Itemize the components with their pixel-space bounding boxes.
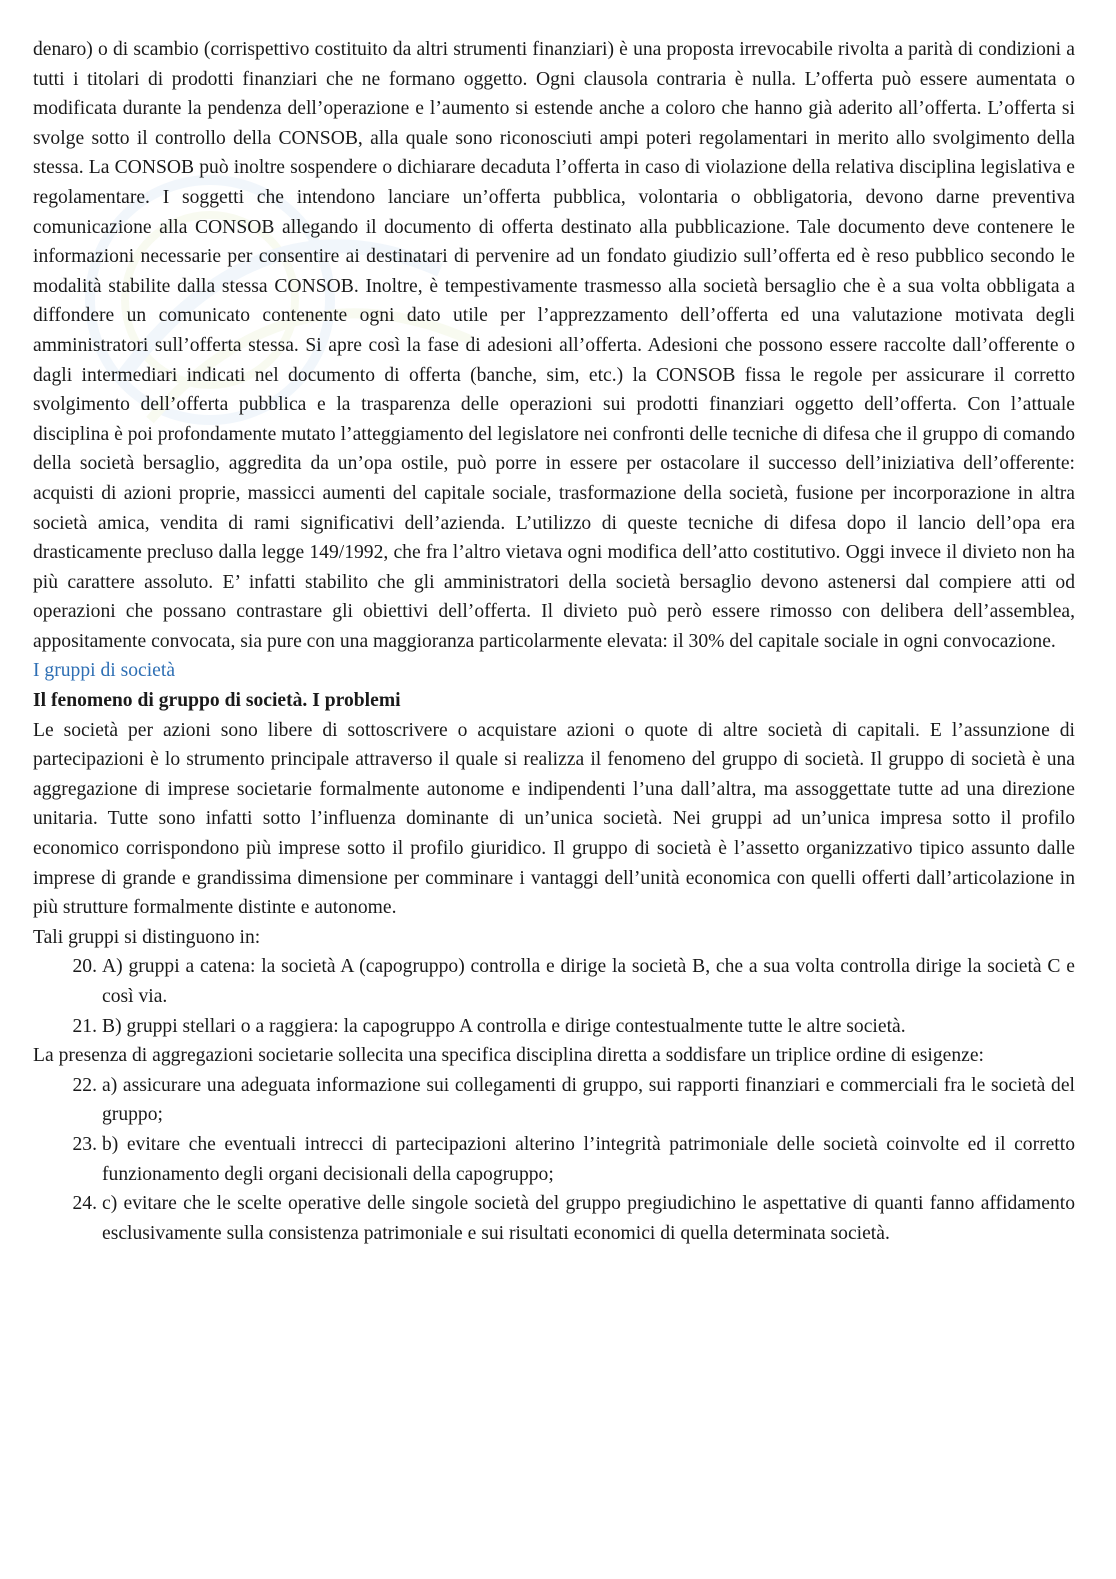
list-item-number: 22. xyxy=(72,1074,97,1096)
group-types-list xyxy=(33,952,1075,1041)
list-item-number: 24. xyxy=(72,1193,97,1215)
document-page xyxy=(33,35,1075,1248)
list-item xyxy=(33,1130,1075,1189)
list-item-text: A) gruppi a catena: la società A (capogruppo) controlla e dirige la società B, che a sua volta controlla dirige la società C e così via. xyxy=(102,956,1075,1007)
list-intro: La presenza di aggregazioni societarie sollecita una specifica disciplina diretta a soddisfare un triplice ordine di esigenze: xyxy=(33,1045,984,1067)
list-item-text: c) evitare che le scelte operative delle singole società del gruppo pregiudichino le aspettative di quanti fanno affidamento esclusivamente sulla consistenza patrimoniale e sui risultati economici di quella determinata società. xyxy=(102,1193,1075,1244)
section-paragraph: Le società per azioni sono libere di sottoscrivere o acquistare azioni o quote di altre società di capitali. E l’assunzione di partecipazioni è lo strumento principale attraverso il quale si realizza il fenomeno del gruppo di società. Il gruppo di società è una aggregazione di imprese societarie formalmente autonome e indipendenti l’una dall’altra, ma assoggettate tutte ad una direzione unitaria. Tutte sono infatti sotto l’influenza dominante di un’unica società. Nei gruppi ad un’unica impresa sotto il profilo economico corrispondono più imprese sotto il profilo giuridico. Il gruppo di società è l’assetto organizzativo tipico assunto dalle imprese di grande e grandissima dimensione per comminare i vantaggi dell’unità economica con quelli offerti dall’articolazione in più strutture formalmente distinte e autonome. xyxy=(33,719,1075,919)
list-item xyxy=(33,952,1075,1011)
intro-paragraph: denaro) o di scambio (corrispettivo costituito da altri strumenti finanziari) è una proposta irrevocabile rivolta a parità di condizioni a tutti i titolari di prodotti finanziari che ne formano oggetto. Ogni clausola contraria è nulla. L’offerta può essere aumentata o modificata durante la pendenza dell’operazione e l’aumento si estende anche a coloro che hanno già aderito all’offerta. L’offerta si svolge sotto il controllo della CONSOB, alla quale sono riconosciuti ampi poteri regolamentari in merito allo svolgimento della stessa. La CONSOB può inoltre sospendere o dichiarare decaduta l’offerta in caso di violazione della relativa disciplina legislativa e regolamentare. I soggetti che intendono lanciare un’offerta pubblica, volontaria o obbligatoria, devono darne preventiva comunicazione alla CONSOB allegando il documento di offerta destinato alla pubblicazione. Tale documento deve contenere le informazioni necessarie per consentire ai destinatari di pervenire ad un fondato giudizio sull’offerta ed è reso pubblico secondo le modalità stabilite dalla stessa CONSOB. Inoltre, è tempestivamente trasmesso alla società bersaglio che è a sua volta obbligata a diffondere un comunicato contenente ogni dato utile per l’apprezzamento dell’offerta ed una valutazione motivata degli amministratori sull’offerta stessa. Si apre così la fase di adesioni all’offerta. Adesioni che possono essere raccolte dall’offerente o dagli intermediari indicati nel documento di offerta (banche, sim, etc.) la CONSOB fissa le regole per assicurare il corretto svolgimento dell’offerta pubblica e la trasparenza delle operazioni sui prodotti finanziari oggetto dell’offerta. Con l’attuale disciplina è poi profondamente mutato l’atteggiamento del legislatore nei confronti delle tecniche di difesa che il gruppo di comando della società bersaglio, aggredita da un’opa ostile, può porre in essere per ostacolare il successo dell’iniziativa dell’offerente: acquisti di azioni proprie, massicci aumenti del capitale sociale, trasformazione della società, fusione per incorporazione in altra società amica, vendita di rami significativi dell’azienda. L’utilizzo di queste tecniche di difesa dopo il lancio dell’opa era drasticamente precluso dalla legge 149/1992, che fra l’altro vietava ogni modifica dell’atto costitutivo. Oggi invece il divieto non ha più carattere assoluto. E’ infatti stabilito che gli amministratori della società bersaglio devono astenersi dal compiere atti od operazioni che possano contrastare gli obiettivi dell’offerta. Il divieto può però essere rimosso con delibera dell’assemblea, appositamente convocata, sia pure con una maggioranza particolarmente elevata: il 30% del capitale sociale in ogni convocazione. xyxy=(33,39,1075,652)
list-item-number: 21. xyxy=(72,1015,97,1037)
list-item-text: a) assicurare una adeguata informazione sui collegamenti di gruppo, sui rapporti finanziari e commerciali fra le società del gruppo; xyxy=(102,1074,1075,1126)
list-item xyxy=(33,1012,1075,1042)
list-item-text: B) gruppi stellari o a raggiera: la capogruppo A controlla e dirige contestualmente tutte le altre società. xyxy=(102,1015,906,1037)
list-item-number: 23. xyxy=(72,1133,97,1155)
list-item-text: b) evitare che eventuali intrecci di partecipazioni alterino l’integrità patrimoniale delle società coinvolte ed il corretto funzionamento degli organi decisionali della capogruppo; xyxy=(102,1133,1075,1185)
needs-list xyxy=(33,1071,1075,1249)
section-heading: I gruppi di società xyxy=(33,660,176,682)
list-intro: Tali gruppi si distinguono in: xyxy=(33,926,261,948)
list-item xyxy=(33,1071,1075,1130)
list-item-number: 20. xyxy=(72,956,97,978)
subsection-heading: Il fenomeno di gruppo di società. I problemi xyxy=(33,690,401,712)
list-item xyxy=(33,1189,1075,1248)
